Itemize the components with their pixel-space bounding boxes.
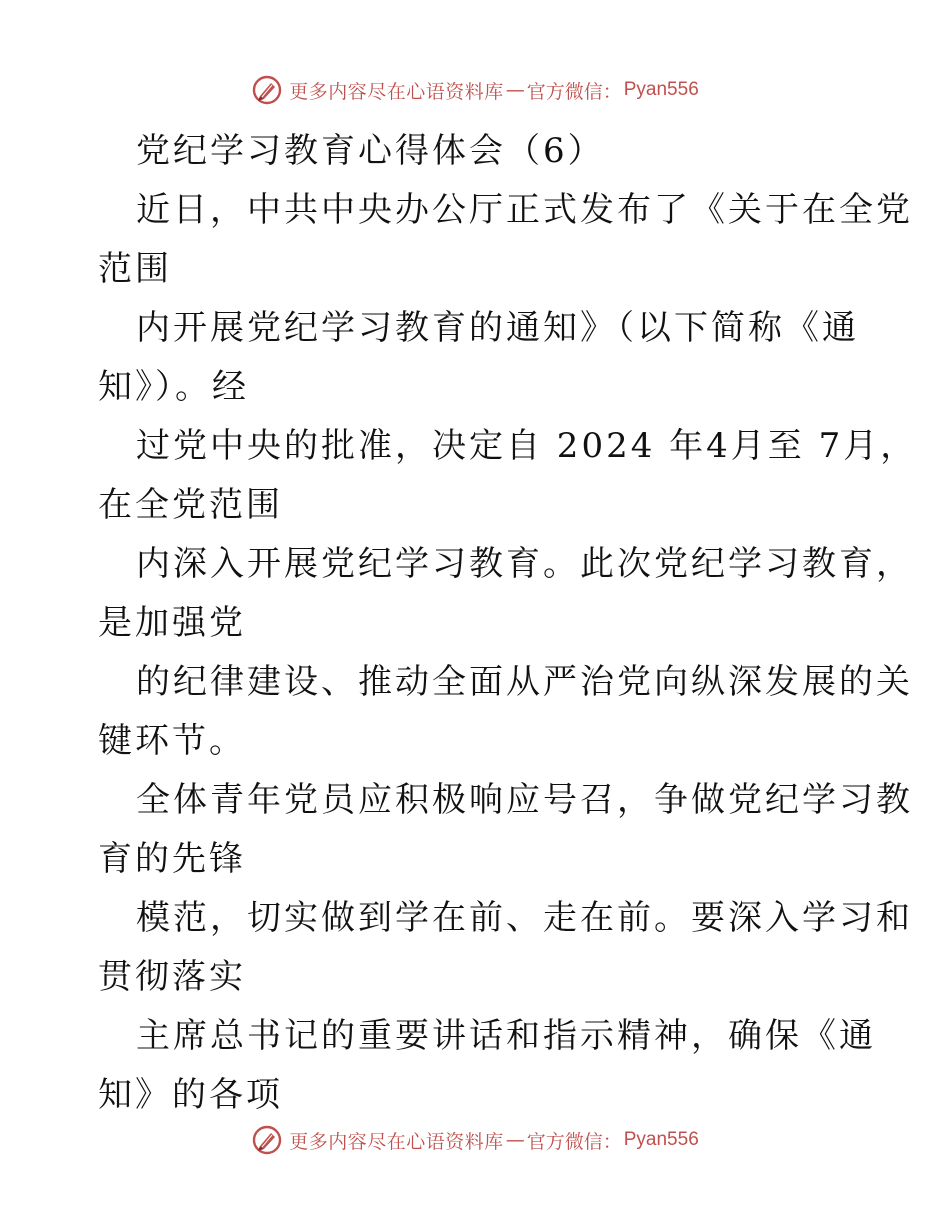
- paragraph-line: 范围: [98, 249, 172, 289]
- banner-separator: —: [505, 79, 525, 101]
- paragraph-line: 过党中央的批准，决定自 2024 年4月至 7月，: [136, 426, 918, 466]
- paragraph-line: 知》的各项: [98, 1075, 283, 1115]
- banner-wechat-label: 官方微信：: [526, 1130, 622, 1153]
- paragraph-line: 键环节。: [98, 721, 246, 761]
- paragraph-line: 育的先锋: [98, 839, 246, 879]
- document-body: [98, 122, 918, 1125]
- pen-logo-icon: [251, 1124, 283, 1156]
- paragraph-line: 贯彻落实: [98, 957, 246, 997]
- banner-text: 更多内容尽在心语资料库: [289, 1130, 504, 1153]
- paragraph-line: 全体青年党员应积极响应号召，争做党纪学习教: [136, 780, 913, 820]
- paragraph-line: 内开展党纪学习教育的通知》（以下简称《通: [136, 308, 859, 348]
- paragraph-line: 在全党范围: [98, 485, 283, 525]
- paragraph-line: 的纪律建设、推动全面从严治党向纵深发展的关: [136, 662, 913, 702]
- banner-wechat-id: Pyan556: [623, 79, 699, 100]
- paragraph-line: 内深入开展党纪学习教育。此次党纪学习教育，: [136, 544, 913, 584]
- footer-banner: [0, 1120, 950, 1160]
- banner-content: [251, 1124, 699, 1156]
- document-title: 党纪学习教育心得体会（6）: [136, 131, 605, 171]
- banner-text: 更多内容尽在心语资料库: [289, 80, 504, 103]
- paragraph-line: 主席总书记的重要讲话和指示精神，确保《通: [136, 1016, 876, 1056]
- banner-wechat-id: Pyan556: [623, 1129, 699, 1150]
- header-banner: [0, 70, 950, 110]
- pen-logo-icon: [251, 74, 283, 106]
- paragraph-line: 近日，中共中央办公厅正式发布了《关于在全党: [136, 190, 913, 230]
- banner-wechat-label: 官方微信：: [526, 80, 622, 103]
- banner-content: [251, 74, 699, 106]
- paragraph-line: 模范，切实做到学在前、走在前。要深入学习和: [136, 898, 913, 938]
- paragraph-line: 知》）。经: [98, 367, 249, 407]
- banner-separator: —: [505, 1129, 525, 1151]
- paragraph-line: 是加强党: [98, 603, 246, 643]
